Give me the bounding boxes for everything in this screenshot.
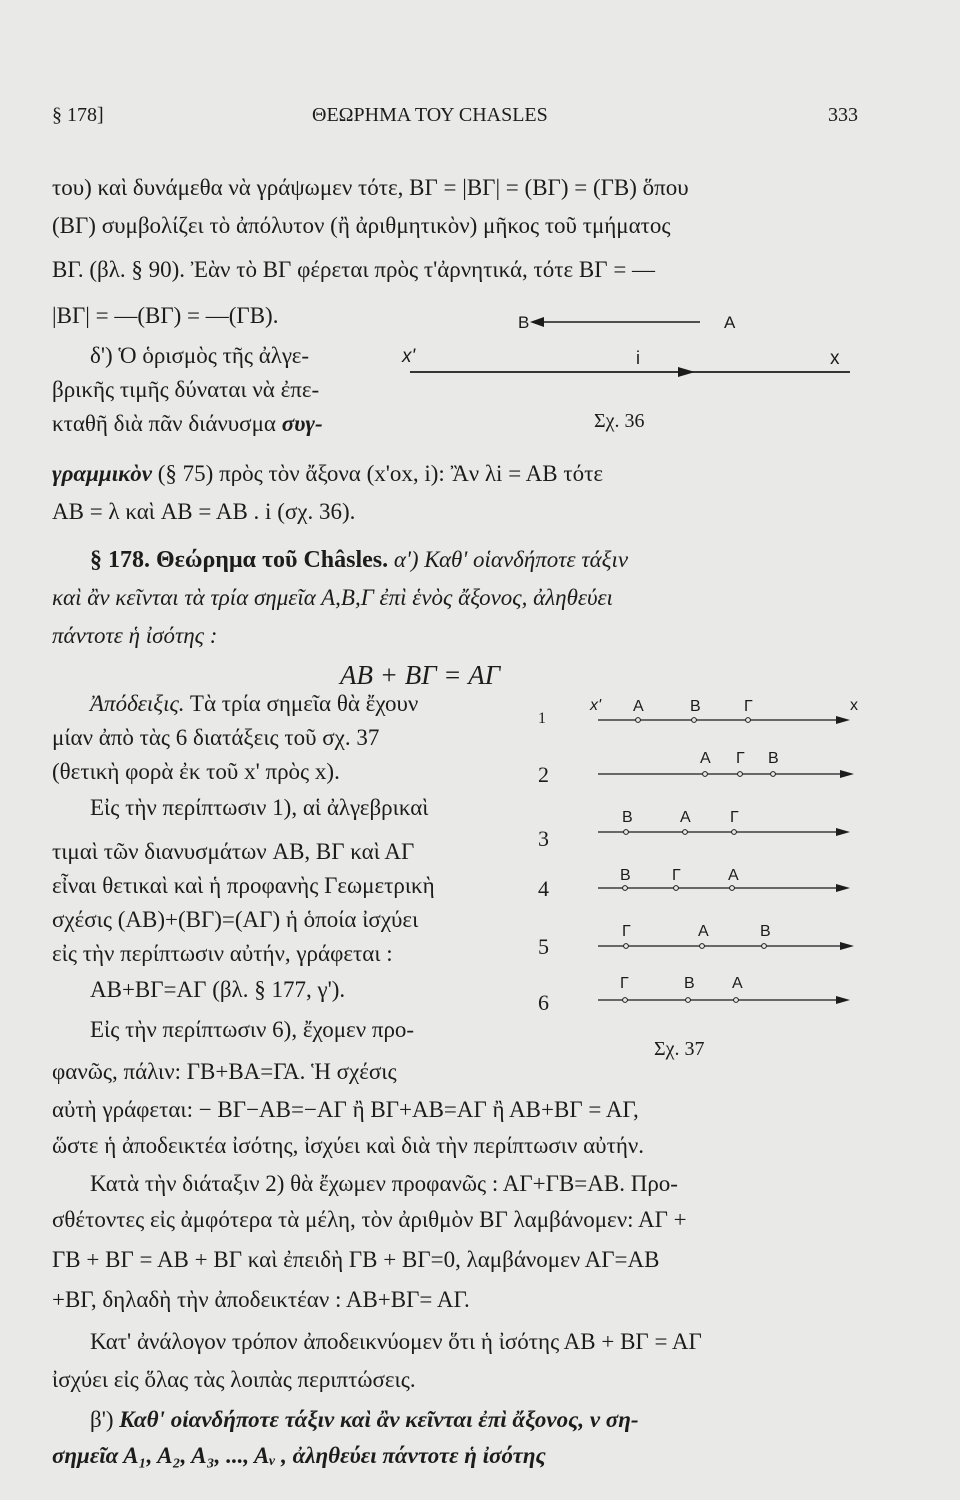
point-label: Γ	[622, 923, 631, 940]
text-line: |ΒΓ| = —(ΒΓ) = —(ΓΒ).	[52, 303, 279, 328]
text-line: ΑΒ+ΒΓ=ΑΓ (βλ. § 177, γ').	[90, 977, 346, 1002]
text-line: εἶναι θετικαὶ καὶ ἡ προφανὴς Γεωμετρικὴ	[52, 873, 435, 898]
point-dot	[738, 772, 743, 777]
text-line: φανῶς, πάλιν: ΓΒ+ΒΑ=ΓΑ. Ἡ σχέσις	[52, 1059, 397, 1084]
text-line: σχέσις (ΑΒ)+(ΒΓ)=(ΑΓ) ἡ ὁποία ἰσχύει	[52, 907, 419, 932]
text-line: ὥστε ἡ ἀποδεικτέα ἰσότης, ἰσχύει καὶ διὰ τὴν περίπτωσιν αὐτήν.	[52, 1133, 644, 1158]
theorem-text: πάντοτε ἡ ἰσότης :	[52, 623, 218, 648]
arrowhead	[840, 942, 854, 950]
text-span: Τὰ τρία σημεῖα θὰ ἔχουν	[189, 691, 419, 716]
text-line	[52, 462, 603, 485]
text-line: ἰσχύει εἰς ὅλας τὰς λοιπὰς περιπτώσεις.	[52, 1367, 416, 1392]
point-label: A	[732, 975, 743, 992]
point-dot	[734, 998, 739, 1003]
point-dot	[623, 886, 628, 891]
theorem-text: καὶ ἂν κεῖνται τὰ τρία σημεῖα Α,Β,Γ ἐπὶ ἑνὸς ἄξονος, ἀληθεύει	[52, 585, 613, 610]
fig37-label-x: x	[850, 697, 858, 714]
arrowhead	[836, 884, 850, 892]
text-line: σθέτοντες εἰς ἀμφότερα τὰ μέλη, τὸν ἀριθμὸν ΒΓ λαμβάνομεν: ΑΓ +	[52, 1207, 687, 1232]
figure-37-caption: Σχ. 37	[654, 1038, 705, 1060]
figure-36-svg	[380, 306, 860, 426]
point-label: B	[690, 698, 701, 715]
point-label: A	[700, 750, 711, 767]
main-equation: AB + BΓ = AΓ	[340, 660, 501, 690]
text-line: (θετικὴ φορὰ ἐκ τοῦ x' πρὸς x).	[52, 759, 340, 784]
arrowhead	[836, 996, 850, 1004]
arrowhead	[840, 770, 854, 778]
theorem-heading-line	[90, 548, 628, 572]
point-label: B	[684, 975, 695, 992]
arrowhead	[530, 317, 544, 327]
arrowhead	[836, 716, 850, 724]
point-label: Γ	[730, 809, 739, 826]
point-dot	[730, 886, 735, 891]
text-line	[52, 412, 323, 435]
point-label: A	[680, 809, 691, 826]
point-dot	[762, 944, 767, 949]
figure-37	[588, 690, 868, 1020]
point-label: B	[768, 750, 779, 767]
case-number: 5	[538, 934, 549, 959]
text-line: ΒΓ. (βλ. § 90). Ἐὰν τὸ ΒΓ φέρεται πρὸς τ'ἀρνητικά, τότε ΒΓ = —	[52, 257, 656, 282]
point-label: B	[620, 867, 631, 884]
text-line: AB = λ καὶ AB = AB . i (σχ. 36).	[52, 499, 356, 524]
point-label: Γ	[620, 975, 629, 992]
case-number: 2	[538, 762, 549, 787]
fig37-label-xprime: x'	[590, 697, 602, 714]
text-line: εἰς τὴν περίπτωσιν αὐτήν, γράφεται :	[52, 941, 393, 966]
point-label: Γ	[736, 750, 745, 767]
text-line: του) καὶ δυνάμεθα νὰ γράψωμεν τότε, ΒΓ = |ΒΓ| = (ΒΓ) = (ΓΒ) ὅπου	[52, 175, 689, 200]
term-span: γραμμικὸν	[52, 461, 153, 486]
text-line: Κατὰ τὴν διάταξιν 2) θὰ ἔχωμεν προφανῶς : ΑΓ+ΓΒ=ΑΒ. Προ-	[90, 1171, 678, 1196]
arrowhead	[836, 828, 850, 836]
text-line	[90, 692, 418, 715]
text-line: βρικῆς τιμῆς δύναται νὰ ἐπε-	[52, 377, 320, 402]
theorem-heading: § 178. Θεώρημα τοῦ Châsles.	[90, 547, 389, 573]
fig36-label-xprime: x'	[402, 346, 416, 367]
text-line: δ') Ὁ ὁρισμὸς τῆς ἀλγε-	[90, 343, 310, 368]
fig36-label-B: B	[518, 313, 530, 332]
theorem-text: Καθ' οἱανδήποτε τάξιν καὶ ἂν κεῖνται ἐπὶ ἄξονος, ν ση-	[119, 1407, 639, 1432]
arrowhead	[678, 367, 695, 377]
text-span: β')	[90, 1407, 114, 1432]
figure-37-svg	[588, 690, 868, 1020]
text-line: Εἰς τὴν περίπτωσιν 6), ἔχομεν προ-	[90, 1017, 415, 1042]
proof-label: Ἀπόδειξις.	[90, 691, 185, 716]
case-number: 4	[538, 876, 549, 901]
text-span: κταθῆ διὰ πᾶν διάνυσμα	[52, 411, 276, 436]
text-line: ΓΒ + ΒΓ = ΑΒ + ΒΓ καὶ ἐπειδὴ ΓΒ + ΒΓ=0, λαμβάνομεν ΑΓ=ΑΒ	[52, 1247, 660, 1272]
point-label: B	[622, 809, 633, 826]
text-line: μίαν ἀπὸ τὰς 6 διατάξεις τοῦ σχ. 37	[52, 725, 380, 750]
point-label: A	[698, 923, 709, 940]
point-label: B	[760, 923, 771, 940]
text-line: τιμαὶ τῶν διανυσμάτων AB, ΒΓ καὶ ΑΓ	[52, 839, 415, 864]
case-number: 1	[538, 710, 546, 727]
text-span: (§ 75) πρὸς τὸν ἄξονα (x'ox, i): Ἂν λi = AB τότε	[157, 461, 603, 486]
header-section: § 178]	[52, 104, 104, 126]
text-line	[90, 1408, 638, 1431]
theorem-text: σημεῖα Α₁, Α₂, Α₃, ..., Αᵥ , ἀληθεύει πάντοτε ἡ ἰσότης	[52, 1443, 546, 1468]
fig36-label-i: i	[636, 348, 640, 368]
point-label: A	[633, 698, 644, 715]
case-number: 6	[538, 990, 549, 1015]
text-line: αὐτὴ γράφεται: − ΒΓ−ΑΒ=−ΑΓ ἢ ΒΓ+ΑΒ=ΑΓ ἢ ΑΒ+ΒΓ = ΑΓ,	[52, 1097, 639, 1122]
point-dot	[624, 830, 629, 835]
header-title: ΘΕΩΡΗΜΑ ΤΟΥ CHASLES	[312, 104, 548, 126]
point-label: Γ	[744, 698, 753, 715]
point-label: Γ	[672, 867, 681, 884]
theorem-text: α') Καθ' οἱανδήποτε τάξιν	[393, 547, 629, 572]
page-number: 333	[828, 104, 858, 126]
point-dot	[732, 830, 737, 835]
text-line: Εἰς τὴν περίπτωσιν 1), αἱ ἀλγεβρικαὶ	[90, 795, 429, 820]
point-dot	[700, 944, 705, 949]
point-dot	[703, 772, 708, 777]
case-number: 3	[538, 826, 549, 851]
point-dot	[624, 944, 629, 949]
text-line: Κατ' ἀνάλογον τρόπον ἀποδεικνύομεν ὅτι ἡ ἰσότης ΑΒ + ΒΓ = ΑΓ	[90, 1329, 702, 1354]
point-dot	[771, 772, 776, 777]
point-dot	[636, 718, 641, 723]
fig36-label-x: x	[830, 348, 840, 369]
point-dot	[674, 886, 679, 891]
text-line: (ΒΓ) συμβολίζει τὸ ἀπόλυτον (ἢ ἀριθμητικὸν) μῆκος τοῦ τμήματος	[52, 213, 671, 238]
point-dot	[746, 718, 751, 723]
point-dot	[683, 830, 688, 835]
figure-36	[380, 306, 860, 426]
point-dot	[623, 998, 628, 1003]
figure-36-caption: Σχ. 36	[594, 410, 645, 432]
point-dot	[686, 998, 691, 1003]
term-span: συγ-	[281, 411, 323, 436]
fig36-label-A: A	[724, 313, 736, 332]
point-dot	[692, 718, 697, 723]
point-label: A	[728, 867, 739, 884]
text-line: +ΒΓ, δηλαδὴ τὴν ἀποδεικτέαν : ΑΒ+ΒΓ= ΑΓ.	[52, 1287, 470, 1312]
